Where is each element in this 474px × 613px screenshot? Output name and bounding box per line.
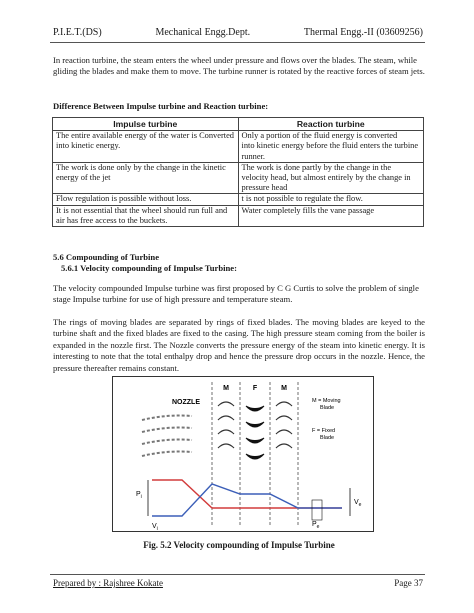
pressure-exit-label: $P_e$ (312, 521, 320, 530)
section-title: 5.6 Compounding of Turbine (53, 252, 160, 262)
stage-label-moving-1: M (223, 385, 229, 392)
table-cell-impulse: Flow regulation is possible without loss. (53, 194, 239, 205)
table-cell-reaction: Water completely fills the vane passage (238, 205, 424, 226)
velocity-inlet-label: $V_i$ (152, 523, 158, 532)
legend-moving-line-2: Blade (320, 405, 335, 411)
figure-caption: Fig. 5.2 Velocity compounding of Impulse Turbine (143, 540, 335, 550)
header-department: Mechanical Engg.Dept. (155, 27, 251, 38)
curtis-paragraph: The velocity compounded Impulse turbine was first proposed by C G Curtis to solve the problem of single stage Impulse turbine for use of high pressure and temperature steam. (53, 283, 419, 305)
nozzle-label: NOZZLE (172, 399, 200, 406)
table-header-reaction: Reaction turbine (238, 118, 424, 131)
comparison-table (52, 117, 424, 227)
table-cell-reaction: t is not possible to regulate the flow. (238, 194, 424, 205)
legend-fixed-line-1: F = Fixed (312, 428, 336, 434)
table-cell-reaction: The work is done partly by the change in the velocity head, but almost entirely by the change in pressure head (238, 162, 424, 194)
footer-author: Prepared by : Rajshree Kokate (53, 578, 163, 588)
legend-moving-line-1: M = Moving (312, 398, 341, 404)
table-cell-line: Only a portion of the fluid energy is converted (241, 131, 398, 141)
section-subtitle: 5.6.1 Velocity compounding of Impulse Turbine: (61, 263, 237, 273)
table-row (53, 194, 424, 205)
header-institute: P.I.E.T.(DS) (53, 27, 102, 38)
velocity-exit-label: $V_e$ (354, 499, 362, 508)
page-footer (53, 578, 423, 588)
table-row (53, 131, 424, 163)
intro-paragraph: In reaction turbine, the steam enters the wheel under pressure and flows over the blades. The steam, while gliding the blades and make them to move. The turbine runner is rotated by the reactive forces of steam jets. (53, 55, 425, 77)
page-header (53, 27, 423, 38)
difference-heading: Difference Between Impulse turbine and Reaction turbine: (53, 101, 269, 111)
table-cell-impulse: The work is done only by the change in the kinetic energy of the jet (53, 162, 239, 194)
blades-paragraph: The rings of moving blades are separated by rings of fixed blades. The moving blades are keyed to the turbine shaft and the fixed blades are fixed to the casing. The high pressure steam coming from the boiler is expanded in the nozzle first. The Nozzle converts the pressure energy of the steam into kinetic energy. It is interesting to note that the total enthalpy drop and hence the pressure drop occurs in the nozzle. Hence, the pressure thereafter remains constant. (53, 317, 425, 373)
velocity-compounding-figure (112, 376, 374, 532)
table-row (53, 205, 424, 226)
header-divider (50, 42, 425, 43)
table-cell-reaction (238, 131, 424, 163)
stage-label-fixed: F (252, 385, 258, 392)
table-cell-impulse: It is not essential that the wheel should run full and air has free access to the buckets. (53, 205, 239, 226)
table-cell-impulse: The entire available energy of the water is Converted into kinetic energy. (53, 131, 239, 163)
legend-fixed-line-2: Blade (320, 435, 335, 441)
footer-divider (50, 574, 425, 575)
table-row (53, 162, 424, 194)
header-course: Thermal Engg.-II (03609256) (303, 27, 423, 38)
page-number: Page 37 (394, 578, 423, 588)
table-header-impulse: Impulse turbine (53, 118, 239, 131)
table-cell-line: into kinetic energy before the fluid enters the turbine runner. (241, 141, 419, 161)
pressure-inlet-label: $P_i$ (136, 491, 142, 500)
table-header-row (53, 118, 424, 131)
stage-label-moving-2: M (281, 385, 287, 392)
